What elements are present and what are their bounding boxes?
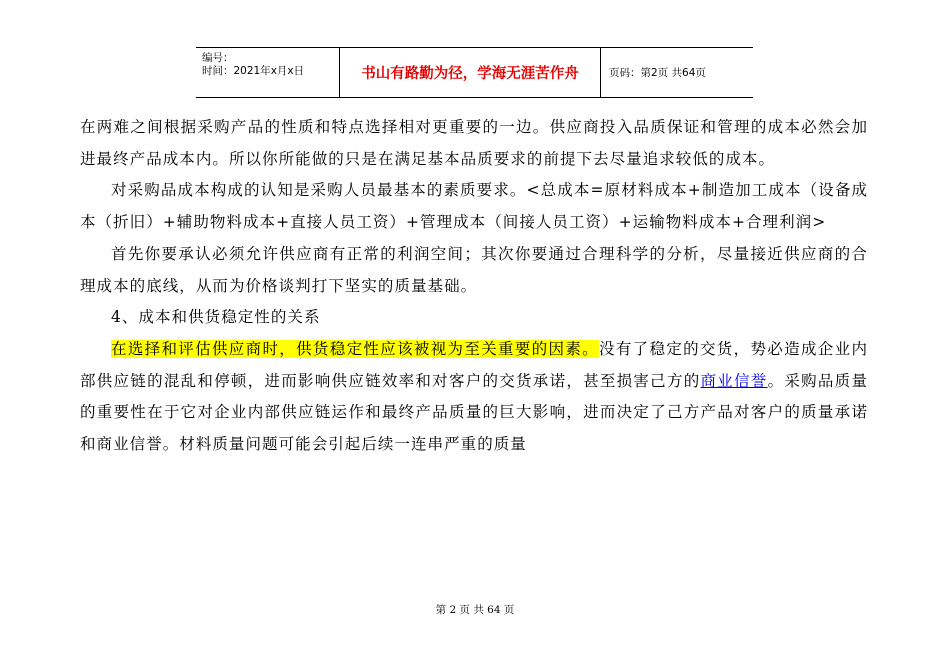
paragraph-5: [80, 334, 868, 461]
header-meta: [196, 48, 339, 97]
highlighted-text: 在选择和评估供应商时，供货稳定性应该被视为至关重要的因素。: [111, 339, 600, 358]
header-motto: 书山有路勤为径，学海无涯苦作舟: [339, 48, 601, 97]
header-page-info: 页码：第2页 共64页: [609, 67, 706, 79]
paragraph-2: 对采购品成本构成的认知是采购人员最基本的素质要求。<总成本=原材料成本+制造加工成本（设备成本（折旧）+辅助物料成本+直接人员工资）+管理成本（间接人员工资）+运输物料成本+合理利润>: [80, 181, 868, 232]
document-body: [80, 112, 868, 461]
page-header: [196, 47, 753, 98]
time-label: 时间：2021年x月x日: [202, 65, 305, 77]
page-footer: 第 2 页 共 64 页: [435, 604, 515, 616]
paragraph-3: 首先你要承认必须允许供应商有正常的利润空间；其次你要通过合理科学的分析，尽量接近供应商的合理成本的底线，从而为价格谈判打下坚实的质量基础。: [80, 244, 868, 295]
paragraph-5-text-b: 。采购品质量的重要性在于它对企业内部供应链运作和最终产品质量的巨大影响，进而决定了己方产品对客户的质量承诺和商业信誉。材料质量问题可能会引起后续一连串严重的质量: [80, 371, 868, 454]
number-label: 编号：: [202, 52, 234, 64]
section-heading: 4、成本和供货稳定性的关系: [111, 308, 321, 327]
paragraph-5-text-a: 没有了稳定的交货，势必造成企业内部供应链的混乱和停顿，进而影响供应链效率和对客户的交货承诺，甚至损害己方的: [80, 339, 868, 390]
business-reputation-link[interactable]: 商业信誉: [700, 371, 768, 390]
paragraph-1: 在两难之间根据采购产品的性质和特点选择相对更重要的一边。供应商投入品质保证和管理的成本必然会加进最终产品成本内。所以你所能做的只是在满足基本品质要求的前提下去尽量追求较低的成本。: [80, 118, 868, 168]
